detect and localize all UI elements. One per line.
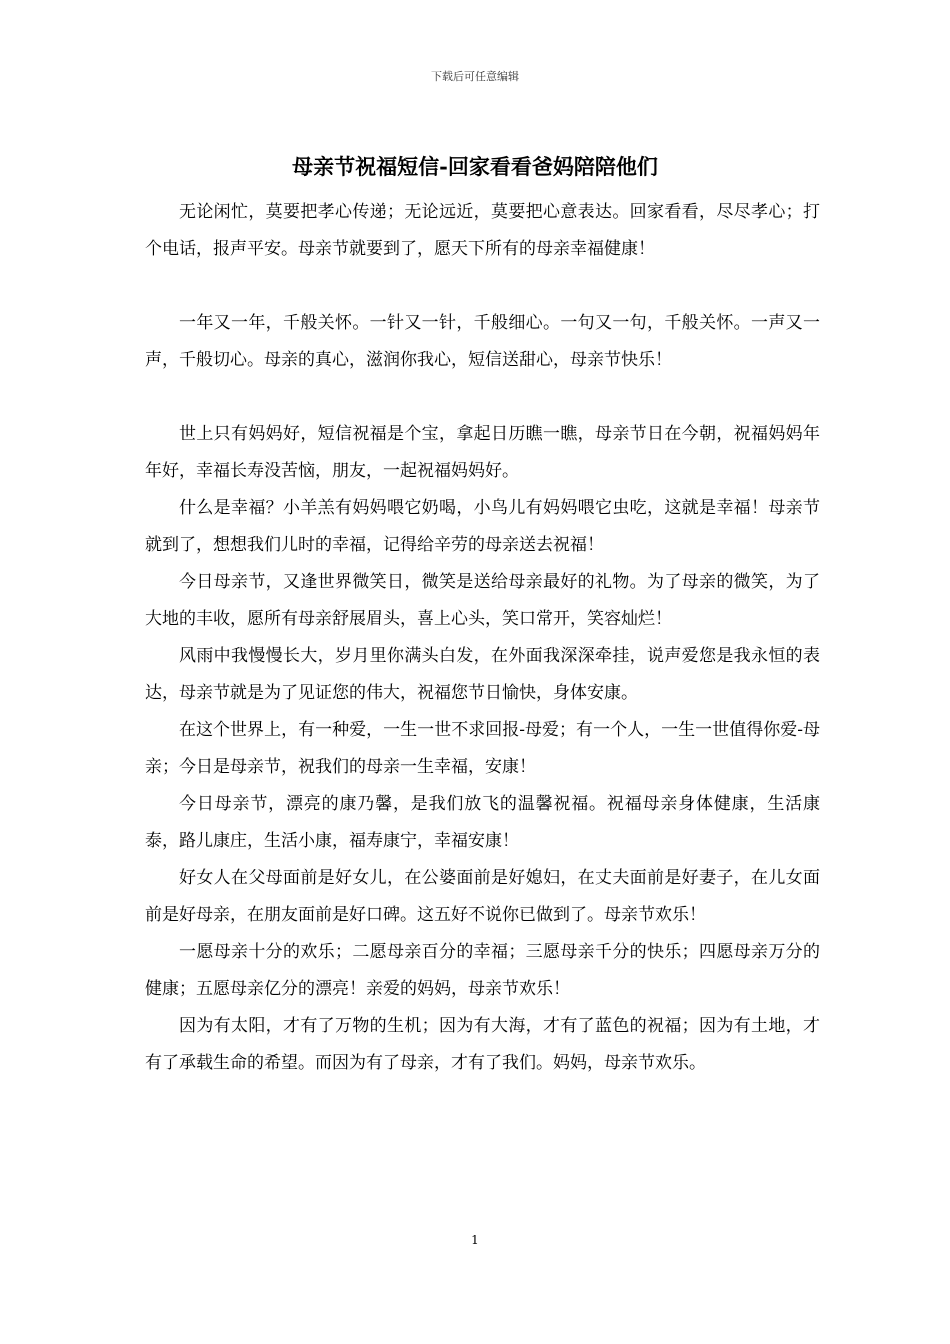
paragraph-6: 风雨中我慢慢长大，岁月里你满头白发，在外面我深深牵挂，说声爱您是我永恒的表达，母亲节就是为了见证您的伟大，祝福您节日愉快，身体安康。 <box>145 646 820 703</box>
document-body <box>145 194 820 1082</box>
paragraph-5: 今日母亲节，又逢世界微笑日，微笑是送给母亲最好的礼物。为了母亲的微笑，为了大地的丰收，愿所有母亲舒展眉头，喜上心头，笑口常开，笑容灿烂！ <box>145 572 820 629</box>
paragraph-1: 无论闲忙，莫要把孝心传递；无论远近，莫要把心意表达。回家看看，尽尽孝心；打个电话，报声平安。母亲节就要到了，愿天下所有的母亲幸福健康！ <box>145 202 820 259</box>
paragraph-10: 一愿母亲十分的欢乐；二愿母亲百分的幸福；三愿母亲千分的快乐；四愿母亲万分的健康；五愿母亲亿分的漂亮！亲爱的妈妈，母亲节欢乐！ <box>145 942 820 999</box>
paragraph-9: 好女人在父母面前是好女儿，在公婆面前是好媳妇，在丈夫面前是好妻子，在儿女面前是好母亲，在朋友面前是好口碑。这五好不说你已做到了。母亲节欢乐！ <box>145 868 820 925</box>
page-header-note: 下载后可任意编辑 <box>431 70 519 83</box>
paragraph-2: 一年又一年，千般关怀。一针又一针，千般细心。一句又一句，千般关怀。一声又一声，千般切心。母亲的真心，滋润你我心，短信送甜心，母亲节快乐！ <box>145 313 820 370</box>
document-title: 母亲节祝福短信-回家看看爸妈陪陪他们 <box>292 154 658 179</box>
paragraph-4: 什么是幸福？小羊羔有妈妈喂它奶喝，小鸟儿有妈妈喂它虫吃，这就是幸福！母亲节就到了，想想我们儿时的幸福，记得给辛劳的母亲送去祝福！ <box>145 498 820 555</box>
paragraph-8: 今日母亲节，漂亮的康乃馨，是我们放飞的温馨祝福。祝福母亲身体健康，生活康泰，路儿康庄，生活小康，福寿康宁，幸福安康！ <box>145 794 820 851</box>
paragraph-7: 在这个世界上，有一种爱，一生一世不求回报-母爱；有一个人，一生一世值得你爱-母亲；今日是母亲节，祝我们的母亲一生幸福，安康！ <box>145 720 820 777</box>
page-number: 1 <box>471 1233 479 1247</box>
paragraph-3: 世上只有妈妈好，短信祝福是个宝，拿起日历瞧一瞧，母亲节日在今朝，祝福妈妈年年好，幸福长寿没苦恼，朋友，一起祝福妈妈好。 <box>145 424 820 481</box>
paragraph-11: 因为有太阳，才有了万物的生机；因为有大海，才有了蓝色的祝福；因为有土地，才有了承载生命的希望。而因为有了母亲，才有了我们。妈妈，母亲节欢乐。 <box>145 1016 820 1073</box>
